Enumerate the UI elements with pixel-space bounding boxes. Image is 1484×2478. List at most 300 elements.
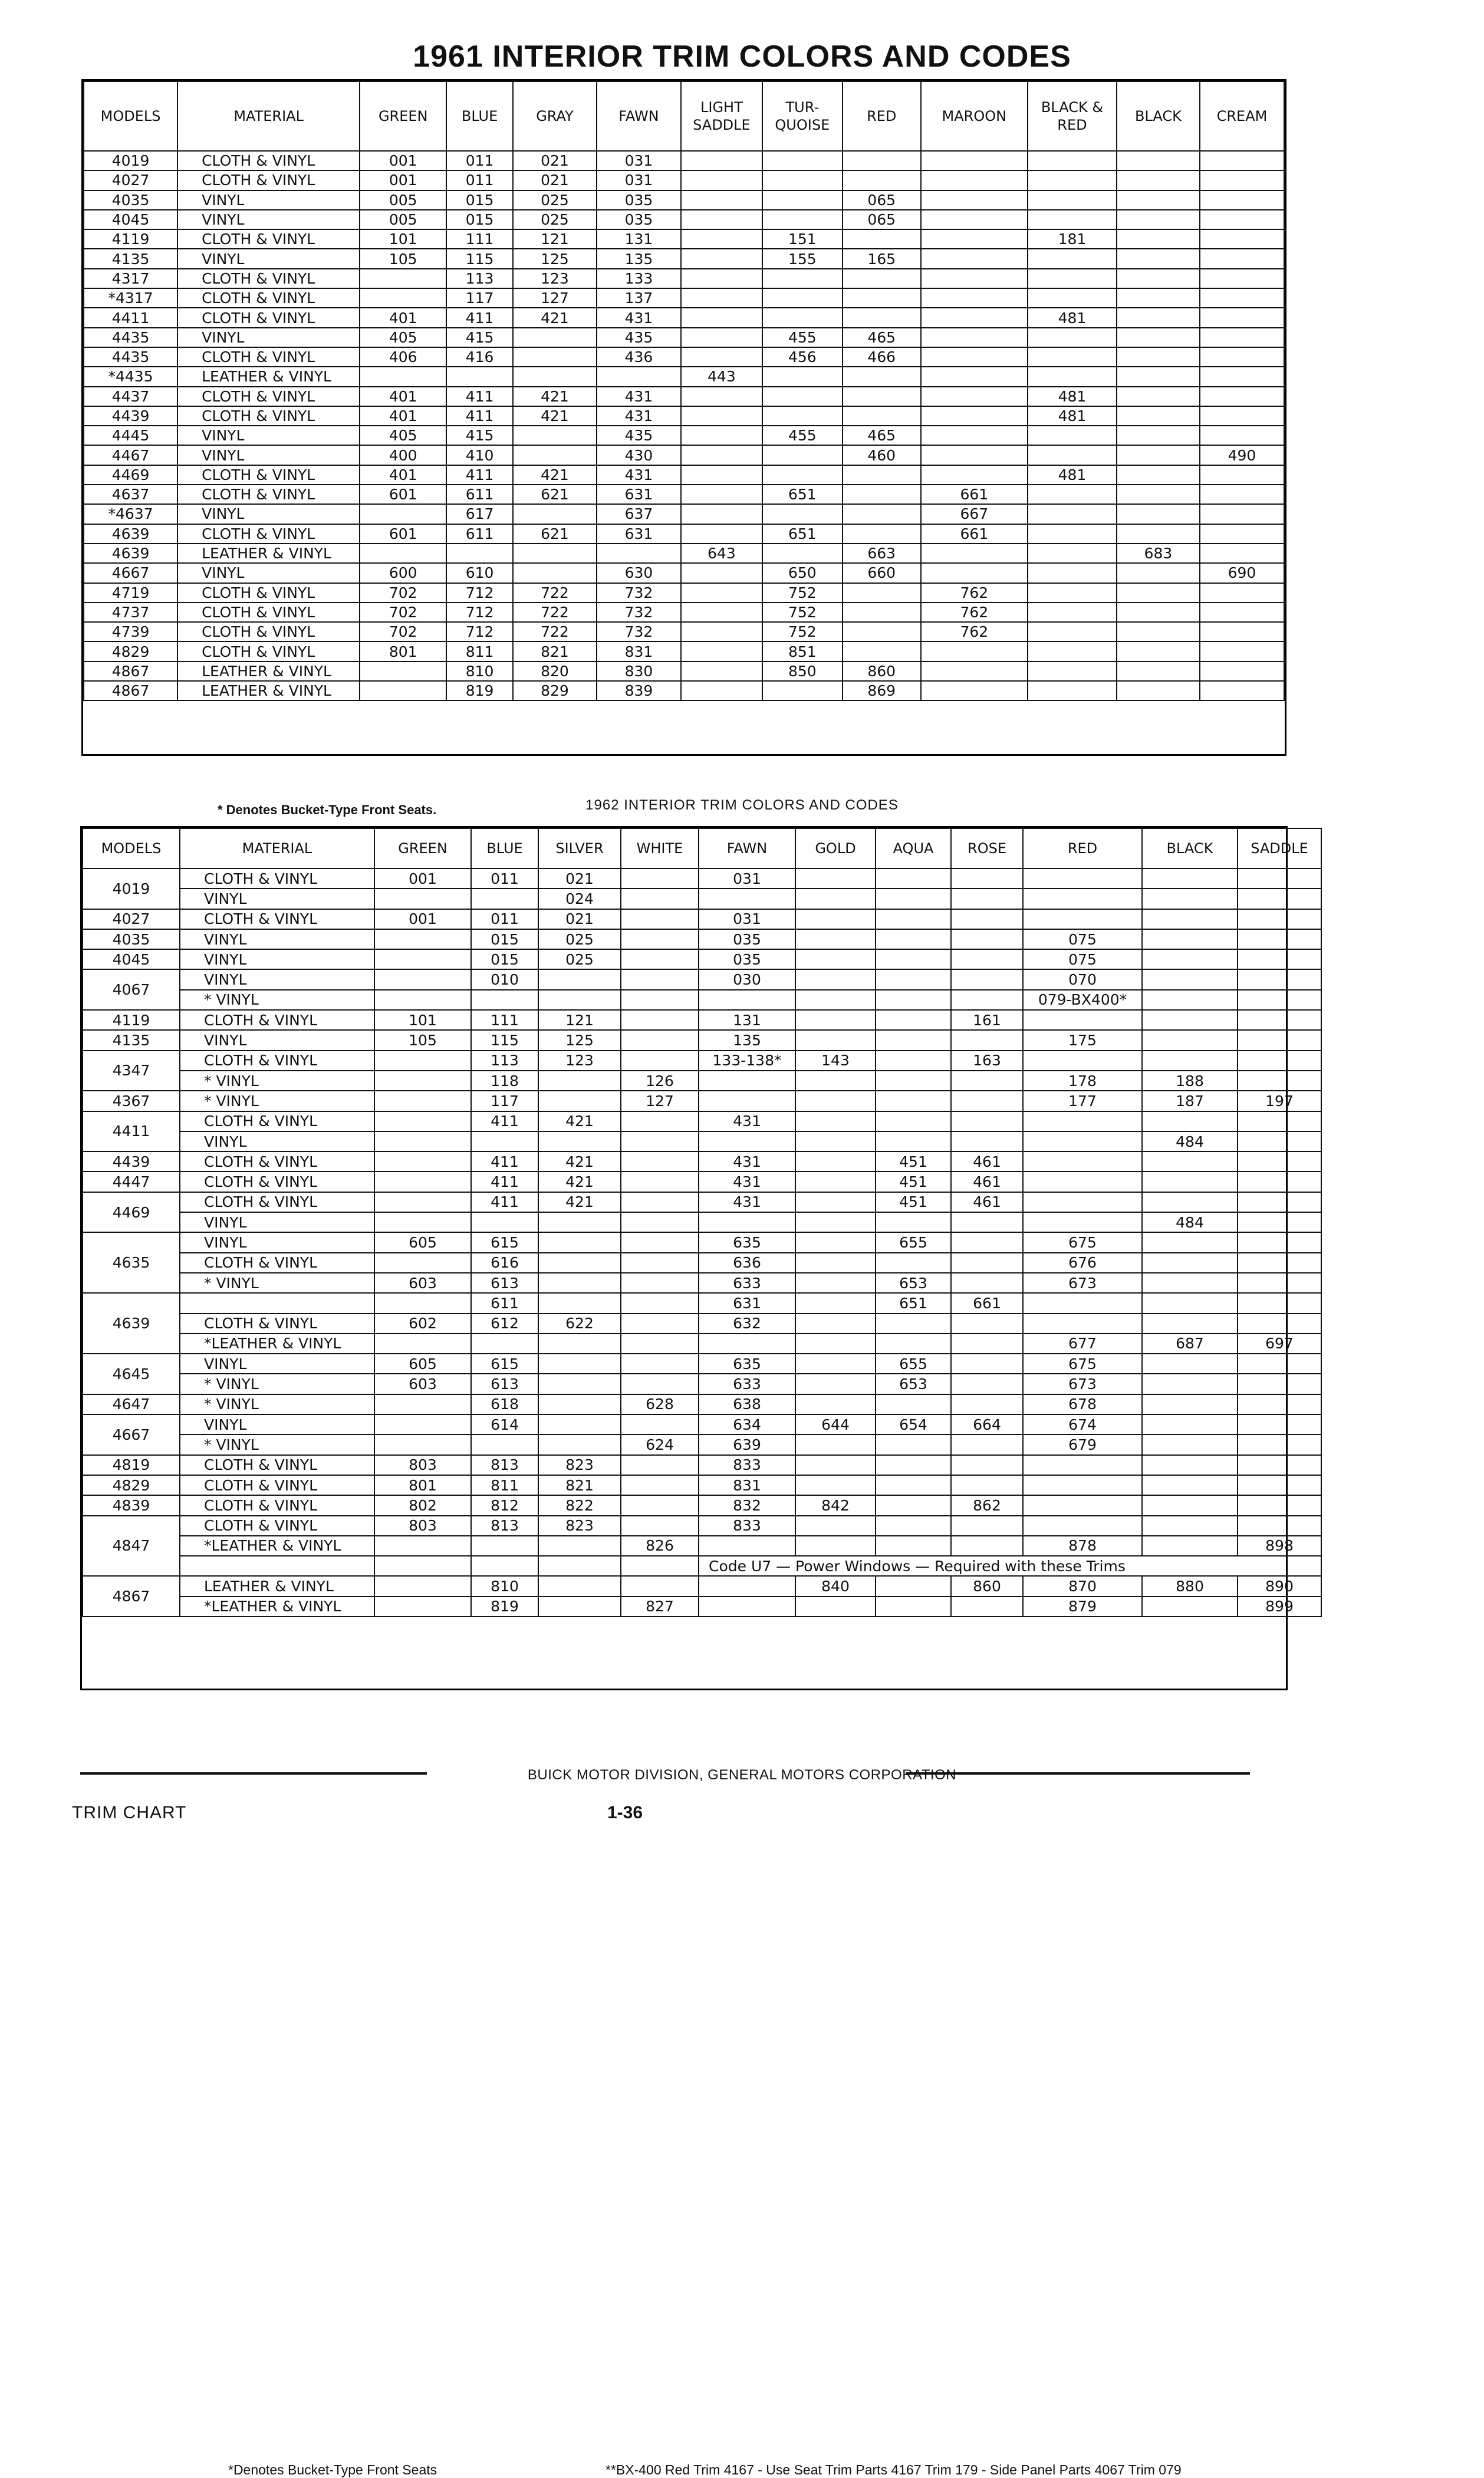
- table-row: [83, 1071, 1321, 1091]
- trim-code-cell: 410: [446, 445, 513, 465]
- trim-code-cell: 035: [597, 190, 681, 210]
- trim-code-cell: 654: [876, 1414, 951, 1434]
- trim-code-cell: 015: [471, 929, 538, 949]
- trim-code-cell: [951, 909, 1023, 929]
- trim-code-cell: [1238, 1434, 1321, 1454]
- trim-code-cell: [1200, 151, 1284, 170]
- trim-code-cell: [1200, 485, 1284, 504]
- trim-code-cell: [951, 1030, 1023, 1050]
- trim-code-cell: 890: [1238, 1576, 1321, 1596]
- column-header-gray: GRAY: [513, 81, 597, 151]
- trim-code-cell: [1028, 249, 1117, 268]
- trim-code-cell: [1200, 406, 1284, 426]
- table-row: [84, 544, 1284, 563]
- trim-code-cell: 655: [876, 1232, 951, 1252]
- trim-code-cell: [921, 563, 1028, 583]
- trim-code-cell: 643: [681, 544, 762, 563]
- trim-code-cell: [1200, 308, 1284, 327]
- trim-code-cell: [951, 1253, 1023, 1273]
- model-cell: 4067: [83, 969, 180, 1010]
- trim-code-cell: 612: [471, 1314, 538, 1334]
- trim-code-cell: [1238, 1030, 1321, 1050]
- trim-code-cell: [621, 1030, 699, 1050]
- trim-code-cell: [921, 151, 1028, 170]
- trim-code-cell: 431: [699, 1171, 795, 1192]
- trim-code-cell: 484: [1142, 1131, 1238, 1151]
- trim-code-cell: 411: [471, 1111, 538, 1131]
- trim-code-cell: [951, 868, 1023, 888]
- trim-code-cell: [1117, 269, 1200, 288]
- model-cell: 4739: [84, 622, 177, 641]
- column-header-saddle: SADDLE: [1238, 828, 1321, 868]
- trim-code-cell: 860: [843, 662, 921, 681]
- trim-code-cell: [1142, 888, 1238, 909]
- trim-code-cell: 188: [1142, 1071, 1238, 1091]
- material-cell: * VINYL: [180, 1434, 374, 1454]
- trim-code-cell: [374, 1597, 471, 1617]
- model-cell: 4445: [84, 426, 177, 445]
- trim-code-cell: 031: [597, 170, 681, 190]
- trim-code-cell: 411: [471, 1151, 538, 1171]
- trim-code-cell: [1142, 1171, 1238, 1192]
- trim-code-cell: [876, 1071, 951, 1091]
- trim-code-cell: [681, 190, 762, 210]
- material-cell: CLOTH & VINYL: [180, 1475, 374, 1495]
- trim-code-cell: [681, 328, 762, 347]
- trim-code-cell: 650: [762, 563, 843, 583]
- header-row-1962: [83, 828, 1321, 868]
- trim-code-cell: [921, 269, 1028, 288]
- trim-code-cell: 879: [1023, 1597, 1142, 1617]
- trim-code-cell: [681, 465, 762, 485]
- table-row: [83, 1536, 1321, 1556]
- trim-code-cell: 111: [471, 1010, 538, 1030]
- column-header-silver: SILVER: [538, 828, 621, 868]
- material-cell: CLOTH & VINYL: [180, 1516, 374, 1536]
- trim-code-cell: [1200, 367, 1284, 386]
- trim-code-cell: 133-138*: [699, 1051, 795, 1071]
- trim-code-cell: [795, 1111, 876, 1131]
- trim-code-cell: 663: [843, 544, 921, 563]
- trim-code-cell: [951, 1434, 1023, 1454]
- trim-code-cell: [843, 308, 921, 327]
- trim-code-cell: 465: [843, 426, 921, 445]
- material-cell: *LEATHER & VINYL: [180, 1597, 374, 1617]
- trim-code-cell: 613: [471, 1273, 538, 1293]
- trim-code-cell: 813: [471, 1455, 538, 1475]
- trim-code-cell: [621, 1253, 699, 1273]
- trim-code-cell: [1023, 868, 1142, 888]
- trim-code-cell: [951, 1475, 1023, 1495]
- trim-code-cell: [681, 151, 762, 170]
- trim-code-cell: 025: [513, 210, 597, 229]
- trim-code-cell: 001: [360, 151, 446, 170]
- trim-code-cell: [513, 426, 597, 445]
- trim-code-cell: 035: [699, 929, 795, 949]
- trim-code-cell: [1117, 641, 1200, 661]
- column-header-aqua: AQUA: [876, 828, 951, 868]
- trim-code-cell: 118: [471, 1071, 538, 1091]
- trim-code-cell: [1238, 1455, 1321, 1475]
- trim-code-cell: [795, 1071, 876, 1091]
- trim-code-cell: [1028, 269, 1117, 288]
- trim-code-cell: [621, 1293, 699, 1313]
- trim-code-cell: [921, 406, 1028, 426]
- trim-code-cell: [843, 229, 921, 249]
- trim-code-cell: [795, 949, 876, 969]
- trim-code-cell: 860: [951, 1576, 1023, 1596]
- trim-code-cell: 615: [471, 1354, 538, 1374]
- trim-code-cell: [1200, 387, 1284, 406]
- trim-code-cell: [699, 1334, 795, 1354]
- trim-code-cell: 631: [699, 1293, 795, 1313]
- trim-code-cell: [538, 990, 621, 1010]
- footnote-1962-bx400: **BX-400 Red Trim 4167 - Use Seat Trim Parts 4167 Trim 179 - Side Panel Parts 4067 Trim 079: [606, 2462, 1182, 2477]
- trim-code-cell: 460: [843, 445, 921, 465]
- trim-code-cell: [762, 210, 843, 229]
- material-cell: CLOTH & VINYL: [180, 1192, 374, 1212]
- trim-code-cell: [621, 1051, 699, 1071]
- material-cell: VINYL: [180, 1354, 374, 1374]
- material-cell: CLOTH & VINYL: [180, 1455, 374, 1475]
- trim-table-1962: [82, 828, 1322, 1617]
- trim-code-cell: 673: [1023, 1374, 1142, 1394]
- trim-code-cell: 125: [513, 249, 597, 268]
- trim-code-cell: [621, 1334, 699, 1354]
- material-cell: VINYL: [180, 929, 374, 949]
- trim-code-cell: [1142, 1434, 1238, 1454]
- table-row: [83, 1232, 1321, 1252]
- trim-code-cell: [876, 1495, 951, 1515]
- material-cell: CLOTH & VINYL: [177, 622, 360, 641]
- trim-code-cell: 823: [538, 1516, 621, 1536]
- trim-code-cell: [360, 504, 446, 524]
- trim-code-cell: [1023, 1171, 1142, 1192]
- trim-code-cell: [795, 929, 876, 949]
- trim-code-cell: [1028, 622, 1117, 641]
- material-cell: CLOTH & VINYL: [177, 583, 360, 603]
- model-cell: 4447: [83, 1171, 180, 1192]
- trim-code-cell: [795, 1314, 876, 1334]
- trim-code-cell: [681, 603, 762, 622]
- trim-code-cell: 025: [538, 929, 621, 949]
- trim-code-cell: [876, 1030, 951, 1050]
- trim-code-cell: [681, 288, 762, 308]
- trim-code-cell: 005: [360, 210, 446, 229]
- trim-code-cell: 613: [471, 1374, 538, 1394]
- trim-code-cell: [795, 1232, 876, 1252]
- trim-code-cell: [951, 1516, 1023, 1536]
- trim-code-cell: 633: [699, 1374, 795, 1394]
- trim-code-cell: 802: [374, 1495, 471, 1515]
- trim-code-cell: [921, 308, 1028, 327]
- material-cell: * VINYL: [180, 1394, 374, 1414]
- trim-code-cell: [374, 1556, 471, 1576]
- trim-code-cell: [513, 563, 597, 583]
- trim-code-cell: [921, 229, 1028, 249]
- trim-code-cell: 421: [538, 1111, 621, 1131]
- trim-code-cell: [374, 949, 471, 969]
- trim-code-cell: [1028, 190, 1117, 210]
- model-cell: 4437: [84, 387, 177, 406]
- trim-code-cell: [876, 1051, 951, 1071]
- table-row: [84, 170, 1284, 190]
- table-row: [83, 1576, 1321, 1596]
- trim-code-cell: 436: [597, 347, 681, 367]
- material-cell: VINYL: [177, 504, 360, 524]
- table-row: [84, 603, 1284, 622]
- trim-code-cell: [471, 888, 538, 909]
- trim-code-cell: 075: [1023, 929, 1142, 949]
- trim-code-cell: [921, 387, 1028, 406]
- trim-code-cell: [538, 1414, 621, 1434]
- title-1961: 1961 INTERIOR TRIM COLORS AND CODES: [413, 40, 1071, 74]
- trim-code-cell: [843, 406, 921, 426]
- trim-code-cell: [762, 387, 843, 406]
- trim-code-cell: [1200, 544, 1284, 563]
- trim-code-cell: 732: [597, 583, 681, 603]
- material-cell: * VINYL: [180, 1091, 374, 1111]
- table-row: [84, 681, 1284, 700]
- trim-code-cell: 601: [360, 524, 446, 544]
- trim-code-cell: [1117, 622, 1200, 641]
- trim-code-cell: 431: [597, 465, 681, 485]
- trim-code-cell: [538, 1536, 621, 1556]
- material-cell: * VINYL: [180, 1374, 374, 1394]
- table-row: [84, 269, 1284, 288]
- model-cell: 4411: [84, 308, 177, 327]
- table-row: [84, 465, 1284, 485]
- trim-code-cell: 851: [762, 641, 843, 661]
- trim-code-cell: [681, 445, 762, 465]
- trim-code-cell: [699, 1576, 795, 1596]
- trim-code-cell: 411: [446, 387, 513, 406]
- table-row: [83, 1030, 1321, 1050]
- model-cell: 4027: [83, 909, 180, 929]
- trim-code-cell: [681, 485, 762, 504]
- material-cell: CLOTH & VINYL: [177, 269, 360, 288]
- trim-code-cell: [446, 367, 513, 386]
- trim-code-cell: [1117, 681, 1200, 700]
- trim-code-cell: [538, 1232, 621, 1252]
- model-cell: 4645: [83, 1354, 180, 1394]
- trim-code-cell: 065: [843, 210, 921, 229]
- trim-code-cell: [513, 328, 597, 347]
- trim-code-cell: [876, 969, 951, 989]
- trim-code-cell: [621, 1374, 699, 1394]
- trim-code-cell: 690: [1200, 563, 1284, 583]
- trim-code-cell: 674: [1023, 1414, 1142, 1434]
- trim-code-cell: [681, 662, 762, 681]
- trim-code-cell: [921, 426, 1028, 445]
- trim-code-cell: [1028, 328, 1117, 347]
- trim-code-cell: [374, 1212, 471, 1232]
- model-cell: 4411: [83, 1111, 180, 1152]
- trim-code-cell: 821: [513, 641, 597, 661]
- trim-code-cell: [762, 170, 843, 190]
- material-cell: VINYL: [180, 1131, 374, 1151]
- trim-code-cell: [1200, 524, 1284, 544]
- table-row: [83, 1273, 1321, 1293]
- material-cell: CLOTH & VINYL: [177, 641, 360, 661]
- trim-code-cell: 455: [762, 426, 843, 445]
- model-cell: 4135: [84, 249, 177, 268]
- trim-code-cell: [795, 1434, 876, 1454]
- trim-code-cell: 637: [597, 504, 681, 524]
- trim-code-cell: [1142, 1010, 1238, 1030]
- table-row: [84, 210, 1284, 229]
- trim-code-cell: [795, 990, 876, 1010]
- trim-code-cell: [1238, 1151, 1321, 1171]
- trim-code-cell: [1142, 990, 1238, 1010]
- trim-code-cell: [1238, 1131, 1321, 1151]
- trim-code-cell: [951, 1131, 1023, 1151]
- trim-code-cell: [621, 1212, 699, 1232]
- trim-code-cell: [951, 1455, 1023, 1475]
- trim-code-cell: [1117, 328, 1200, 347]
- trim-code-cell: 801: [360, 641, 446, 661]
- trim-code-cell: [1200, 583, 1284, 603]
- trim-code-cell: 451: [876, 1192, 951, 1212]
- trim-code-cell: [621, 888, 699, 909]
- trim-code-cell: [1028, 681, 1117, 700]
- trim-code-cell: [1238, 868, 1321, 888]
- trim-code-cell: 651: [762, 524, 843, 544]
- trim-code-cell: 829: [513, 681, 597, 700]
- trim-code-cell: [762, 269, 843, 288]
- trim-code-cell: [762, 406, 843, 426]
- model-cell: 4439: [84, 406, 177, 426]
- trim-code-cell: 151: [762, 229, 843, 249]
- column-header-fawn: FAWN: [597, 81, 681, 151]
- column-header-models: MODELS: [84, 81, 177, 151]
- table-row: [84, 524, 1284, 544]
- trim-code-cell: 712: [446, 583, 513, 603]
- trim-code-cell: 820: [513, 662, 597, 681]
- trim-code-cell: 810: [471, 1576, 538, 1596]
- trim-code-cell: [621, 990, 699, 1010]
- model-cell: 4829: [84, 641, 177, 661]
- trim-code-cell: [1238, 1495, 1321, 1515]
- trim-code-cell: [699, 1131, 795, 1151]
- trim-code-cell: [1142, 929, 1238, 949]
- material-cell: LEATHER & VINYL: [177, 367, 360, 386]
- trim-code-cell: [951, 1071, 1023, 1091]
- trim-code-cell: [1238, 1414, 1321, 1434]
- trim-code-cell: 125: [538, 1030, 621, 1050]
- trim-code-cell: [1238, 1354, 1321, 1374]
- table-row: [83, 1111, 1321, 1131]
- table-row: [83, 1394, 1321, 1414]
- trim-code-cell: 431: [597, 387, 681, 406]
- trim-code-cell: [513, 504, 597, 524]
- trim-code-cell: [621, 1314, 699, 1334]
- trim-code-cell: [1023, 909, 1142, 929]
- trim-code-cell: [1238, 1171, 1321, 1192]
- trim-code-cell: [471, 1334, 538, 1354]
- trim-code-cell: [876, 990, 951, 1010]
- model-cell: 4635: [83, 1232, 180, 1293]
- trim-code-cell: [921, 347, 1028, 367]
- column-header-cream: CREAM: [1200, 81, 1284, 151]
- trim-code-cell: [1238, 1516, 1321, 1536]
- model-cell: 4119: [83, 1010, 180, 1030]
- trim-code-cell: 126: [621, 1071, 699, 1091]
- trim-code-cell: [374, 1394, 471, 1414]
- header-row-1961: [84, 81, 1284, 151]
- trim-code-cell: 178: [1023, 1071, 1142, 1091]
- trim-code-cell: 614: [471, 1414, 538, 1434]
- trim-code-cell: [795, 1171, 876, 1192]
- trim-code-cell: 431: [597, 406, 681, 426]
- trim-code-cell: [1028, 288, 1117, 308]
- trim-code-cell: [699, 990, 795, 1010]
- trim-code-cell: [681, 170, 762, 190]
- trim-code-cell: 811: [446, 641, 513, 661]
- table-row: [83, 1556, 1321, 1576]
- trim-code-cell: [1142, 1151, 1238, 1171]
- trim-code-cell: [876, 1516, 951, 1536]
- trim-code-cell: 455: [762, 328, 843, 347]
- trim-code-cell: [951, 990, 1023, 1010]
- trim-code-cell: [374, 888, 471, 909]
- trim-code-cell: 411: [446, 308, 513, 327]
- page-number: 1-36: [607, 1803, 643, 1822]
- trim-code-cell: [699, 1212, 795, 1232]
- trim-code-cell: 603: [374, 1374, 471, 1394]
- trim-code-cell: 411: [471, 1171, 538, 1192]
- trim-code-cell: [1117, 465, 1200, 485]
- trim-code-cell: [1238, 949, 1321, 969]
- trim-code-cell: 850: [762, 662, 843, 681]
- material-cell: *LEATHER & VINYL: [180, 1536, 374, 1556]
- model-cell: 4035: [83, 929, 180, 949]
- trim-code-cell: [1200, 681, 1284, 700]
- model-cell: 4639: [83, 1293, 180, 1354]
- trim-code-cell: 634: [699, 1414, 795, 1434]
- table-row: [83, 1354, 1321, 1374]
- material-cell: [180, 1293, 374, 1313]
- column-header-rose: ROSE: [951, 828, 1023, 868]
- trim-code-cell: [1023, 1314, 1142, 1334]
- trim-code-cell: [1142, 1394, 1238, 1414]
- trim-code-cell: 121: [513, 229, 597, 249]
- trim-code-cell: 678: [1023, 1394, 1142, 1414]
- trim-code-cell: [795, 1091, 876, 1111]
- trim-code-cell: 653: [876, 1273, 951, 1293]
- trim-code-cell: [621, 1576, 699, 1596]
- trim-code-cell: [1023, 1495, 1142, 1515]
- trim-code-cell: [795, 1334, 876, 1354]
- trim-code-cell: [374, 1192, 471, 1212]
- trim-code-cell: 603: [374, 1273, 471, 1293]
- column-header-material: MATERIAL: [177, 81, 360, 151]
- model-cell: 4467: [84, 445, 177, 465]
- trim-code-cell: [876, 1455, 951, 1475]
- trim-code-cell: 752: [762, 622, 843, 641]
- table-row: [83, 868, 1321, 888]
- trim-code-cell: 762: [921, 583, 1028, 603]
- footer-section-label: TRIM CHART: [72, 1803, 187, 1822]
- model-cell: *4637: [84, 504, 177, 524]
- trim-code-cell: 667: [921, 504, 1028, 524]
- trim-code-cell: 025: [538, 949, 621, 969]
- trim-code-cell: [1117, 190, 1200, 210]
- trim-code-cell: [621, 1131, 699, 1151]
- trim-code-cell: [513, 367, 597, 386]
- table-row: [84, 328, 1284, 347]
- table-row: [83, 990, 1321, 1010]
